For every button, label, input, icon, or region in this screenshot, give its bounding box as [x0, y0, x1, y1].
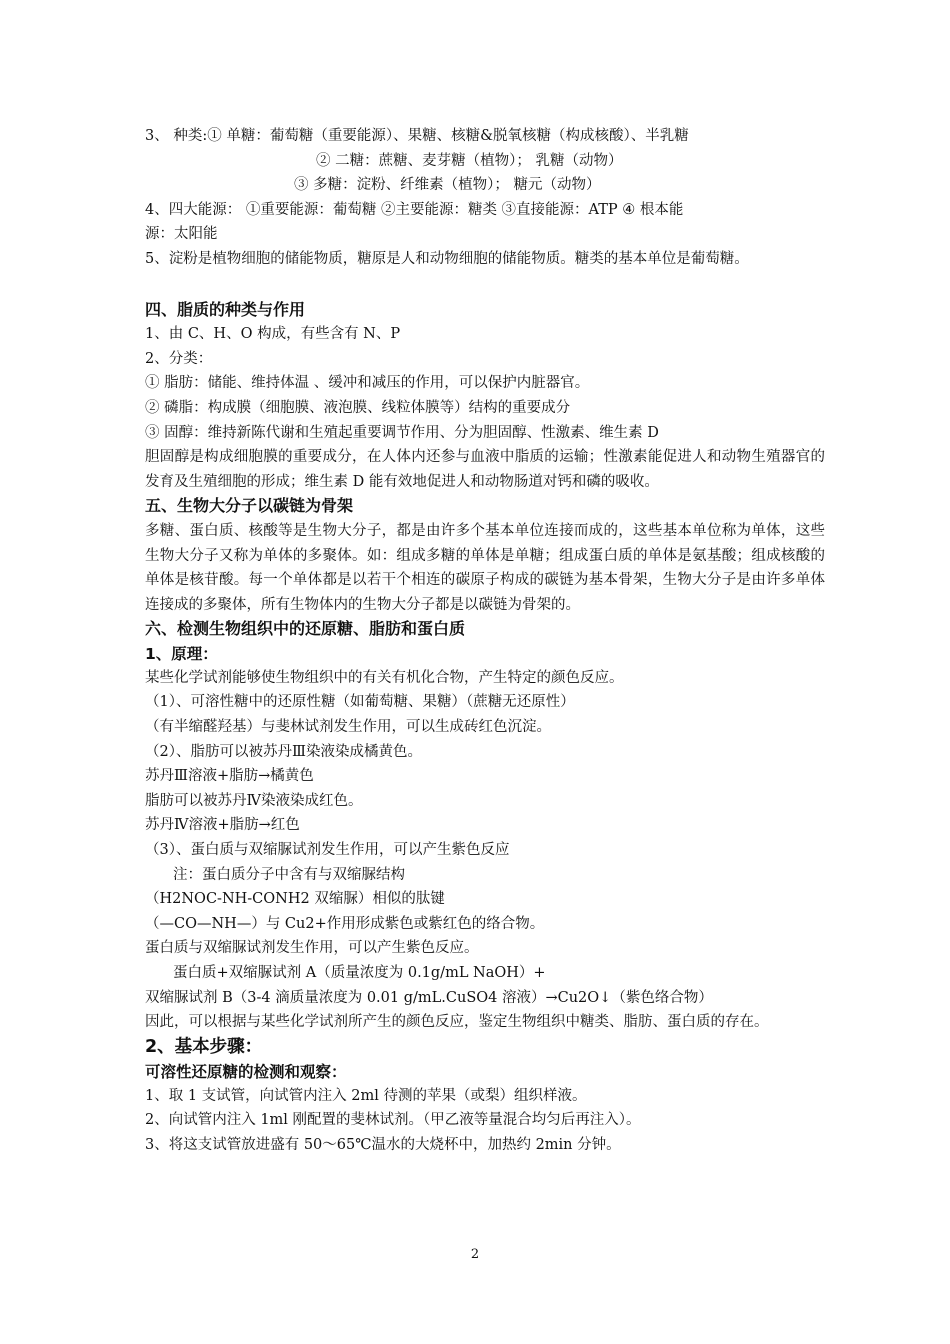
lipid-composition-line: 1、由 C、H、O 构成，有些含有 N、P [145, 326, 401, 343]
note-line: 注：蛋白质分子中含有与双缩脲结构 [173, 866, 405, 883]
sudan3-reaction-line: 苏丹Ⅲ溶液+脂肪→橘黄色 [145, 768, 314, 785]
peptide-bond-line: （—CO—NH—）与 Cu2+作用形成紫色或紫红色的络合物。 [145, 915, 545, 932]
polysaccharide-line: ③ 多糖：淀粉、纤维素（植物）； 糖元（动物） [294, 177, 601, 194]
storage-substance-line: 5、淀粉是植物细胞的储能物质，糖原是人和动物细胞的储能物质。糖类的基本单位是葡萄糖。 [145, 250, 749, 267]
energy-sources-line: 4、四大能源： ①重要能源：葡萄糖 ②主要能源：糖类 ③直接能源：ATP ④ 根本能 [145, 201, 684, 218]
conclusion-paragraph: 因此，可以根据与某些化学试剂所产生的颜色反应，鉴定生物组织中糖类、脂肪、蛋白质的存在。 [145, 1014, 769, 1031]
document-body [145, 124, 825, 1158]
step-2-line: 2、向试管内注入 1ml 刚配置的斐林试剂。（甲乙液等量混合均匀后再注入）。 [145, 1112, 641, 1129]
steps-heading: 2、基本步骤： [145, 1036, 263, 1057]
biuret-structure-line: （H2NOC-NH-CONH2 双缩脲）相似的肽键 [145, 891, 445, 908]
reducing-sugar-steps-heading: 可溶性还原糖的检测和观察： [145, 1062, 347, 1081]
section-heading-lipids: 四、脂质的种类与作用 [145, 299, 306, 319]
protein-biuret-line: （3）、蛋白质与双缩脲试剂发生作用，可以产生紫色反应 [145, 842, 510, 859]
reducing-sugar-line: （1）、可溶性糖中的还原性糖（如葡萄糖、果糖）（蔗糖无还原性） [145, 694, 575, 711]
cholesterol-paragraph: 胆固醇是构成细胞膜的重要成分，在人体内还参与血液中脂质的运输；性激素能促进人和动物生殖器官的发育及生殖细胞的形成；维生素 D 能有效地促进人和动物肠道对钙和磷的吸收。 [145, 449, 825, 490]
sterol-line: ③ 固醇：维持新陈代谢和生殖起重要调节作用、分为胆固醇、性激素、维生素 D [145, 424, 659, 441]
page-number: 2 [470, 1247, 480, 1262]
macromolecules-paragraph: 多糖、蛋白质、核酸等是生物大分子，都是由许多个基本单位连接而成的，这些基本单位称为单体，这些生物大分子又称为单体的多聚体。如：组成多糖的单体是单糖；组成蛋白质的单体是氨基酸；组成核酸的单体是核苷酸。每一个单体都是以若干个相连的碳原子构成的碳链为基本骨架，生物大分子是由许多单体连接成的多聚体，所有生物体内的生物大分子都是以碳链为骨架的。 [145, 522, 825, 613]
energy-sources-line-cont: 源：太阳能 [145, 226, 218, 243]
section-heading-detection: 六、检测生物组织中的还原糖、脂肪和蛋白质 [145, 619, 466, 639]
fat-line: ① 脂肪：储能、维持体温 、缓冲和减压的作用，可以保护内脏器官。 [145, 375, 590, 392]
principle-heading: 1、原理： [145, 644, 218, 663]
fat-sudan4-line: 脂肪可以被苏丹Ⅳ染液染成红色。 [145, 792, 363, 809]
phospholipid-line: ② 磷脂：构成膜（细胞膜、液泡膜、线粒体膜等）结构的重要成分 [145, 399, 571, 416]
section-heading-macromolecules: 五、生物大分子以碳链为骨架 [145, 496, 354, 516]
sudan4-reaction-line: 苏丹Ⅳ溶液+脂肪→红色 [145, 817, 300, 834]
fat-sudan3-line: （2）、脂肪可以被苏丹Ⅲ染液染成橘黄色。 [145, 743, 422, 760]
reagent-a-line: 蛋白质+双缩脲试剂 A（质量浓度为 0.1g/mL NaOH）+ [173, 965, 546, 981]
principle-intro: 某些化学试剂能够使生物组织中的有关有机化合物，产生特定的颜色反应。 [145, 669, 624, 686]
reducing-sugar-line-cont: （有半缩醛羟基）与斐林试剂发生作用，可以生成砖红色沉淀。 [145, 719, 551, 736]
disaccharide-line: ② 二糖：蔗糖、麦芽糖（植物）； 乳糖（动物） [316, 152, 623, 169]
sugar-types-line: 3、 种类:① 单糖：葡萄糖（重要能源）、果糖、核糖&脱氧核糖（构成核酸）、半乳糖 [145, 128, 689, 144]
lipid-classification-line: 2、分类： [145, 350, 213, 367]
protein-reaction-line: 蛋白质与双缩脲试剂发生作用，可以产生紫色反应。 [145, 940, 479, 957]
step-1-line: 1、取 1 支试管，向试管内注入 2ml 待测的苹果（或梨）组织样液。 [145, 1087, 587, 1104]
step-3-line: 3、将这支试管放进盛有 50～65℃温水的大烧杯中，加热约 2min 分钟。 [145, 1136, 621, 1153]
reagent-b-line: 双缩脲试剂 B（3-4 滴质量浓度为 0.01 g/mL.CuSO4 溶液）→Cu2O↓（紫色络合物） [145, 989, 713, 1006]
